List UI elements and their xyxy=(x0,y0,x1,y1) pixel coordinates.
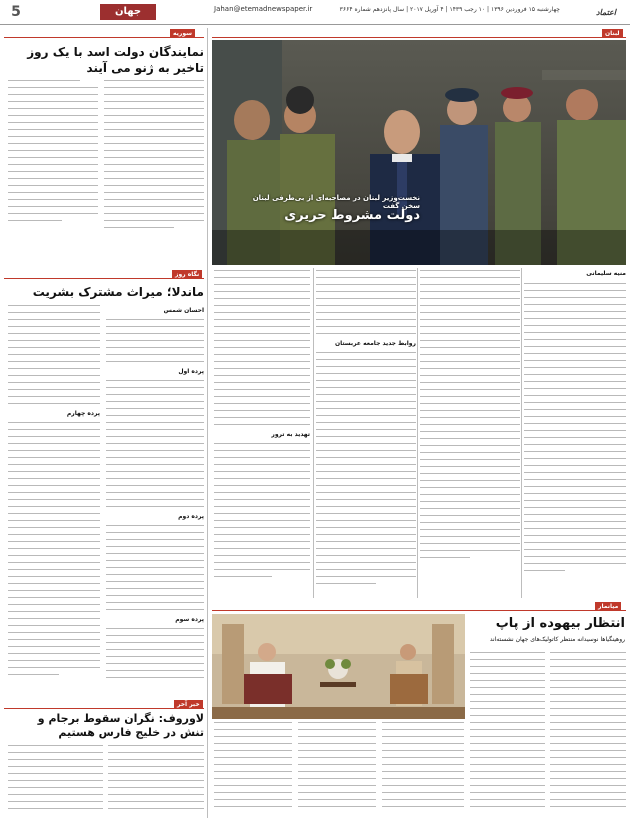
tag-rule xyxy=(4,708,204,709)
subhead: پرده سوم xyxy=(175,616,204,623)
lebanon-photo xyxy=(212,40,626,265)
column-divider xyxy=(207,28,208,818)
subhead: تهدید به ترور xyxy=(271,431,310,438)
contact-email[interactable]: Jahan@etemadnewspaper.ir xyxy=(214,5,313,13)
tag-rule xyxy=(212,610,626,611)
text-column xyxy=(8,305,100,680)
text-column xyxy=(214,270,310,595)
section-tag-mandela: نگاه روز xyxy=(172,270,202,279)
newspaper-logo: اعتماد xyxy=(595,7,617,17)
page-number: 5 xyxy=(11,4,21,20)
photo-headline: دولت مشروط حریری xyxy=(284,208,420,223)
headline-pope: انتظار بیهوده از پاپ xyxy=(495,616,625,631)
headline-mandela: ماندلا؛ میراث مشترک بشریت xyxy=(32,285,204,299)
text-column xyxy=(108,745,204,817)
pope-meeting-illustration xyxy=(212,614,465,719)
byline: منیه سلیمانی xyxy=(586,270,626,277)
masthead xyxy=(0,0,630,25)
section-tag-lebanon: لبنان xyxy=(602,29,623,38)
photo-subtitle: نخست‌وزیر لبنان در مصاحبه‌ای از بی‌طرفی لبنان سخن گفت xyxy=(252,194,420,210)
section-tag-myanmar: میانمار xyxy=(595,602,621,611)
column-divider xyxy=(313,268,314,598)
tag-rule xyxy=(4,37,204,38)
section-tag-news: خبر آخر xyxy=(174,700,203,709)
tag-rule xyxy=(212,37,626,38)
pope-subline: روهینگیاها نوسیدانه منتظر کاتولیک‌های جهان نشسته‌اند xyxy=(489,636,625,643)
text-column xyxy=(470,652,545,817)
text-column xyxy=(316,270,416,595)
text-column xyxy=(420,270,520,595)
text-column xyxy=(382,722,464,817)
subhead: روابط جدید جامعه عربستان xyxy=(334,340,416,347)
date-line: چهارشنبه ۱۵ فروردین ۱۳۹۶ | ۱۰ رجب ۱۴۳۹ | ۴ آوریل ۲۰۱۷ | سال پانزدهم شماره ۳۶۶۴ xyxy=(339,6,560,13)
column-divider xyxy=(521,268,522,598)
text-column xyxy=(298,722,376,817)
headline-syria: نمایندگان دولت اسد با یک روز تاخیر به ژنو می آیند xyxy=(27,45,204,75)
column-divider xyxy=(417,268,418,598)
section-badge: جهان xyxy=(100,4,156,20)
text-column xyxy=(214,722,292,817)
text-column xyxy=(106,305,204,680)
headline-hormuz: لاوروف: نگران سقوط برجام و تنش در خلیج فارس هستیم xyxy=(37,712,204,739)
tag-rule xyxy=(4,278,204,279)
text-column xyxy=(104,80,204,270)
text-column xyxy=(8,80,98,270)
subhead: پرده دوم xyxy=(178,513,204,520)
subhead: احسان شمس xyxy=(163,307,204,314)
text-column xyxy=(8,745,103,817)
section-tag-syria: سوریه xyxy=(170,29,195,38)
subhead: پرده اول xyxy=(178,368,204,375)
pope-photo xyxy=(212,614,465,719)
hariri-photo-illustration xyxy=(212,40,626,265)
subhead: پرده چهارم xyxy=(66,410,100,417)
text-column xyxy=(550,652,626,817)
text-column xyxy=(524,270,626,595)
